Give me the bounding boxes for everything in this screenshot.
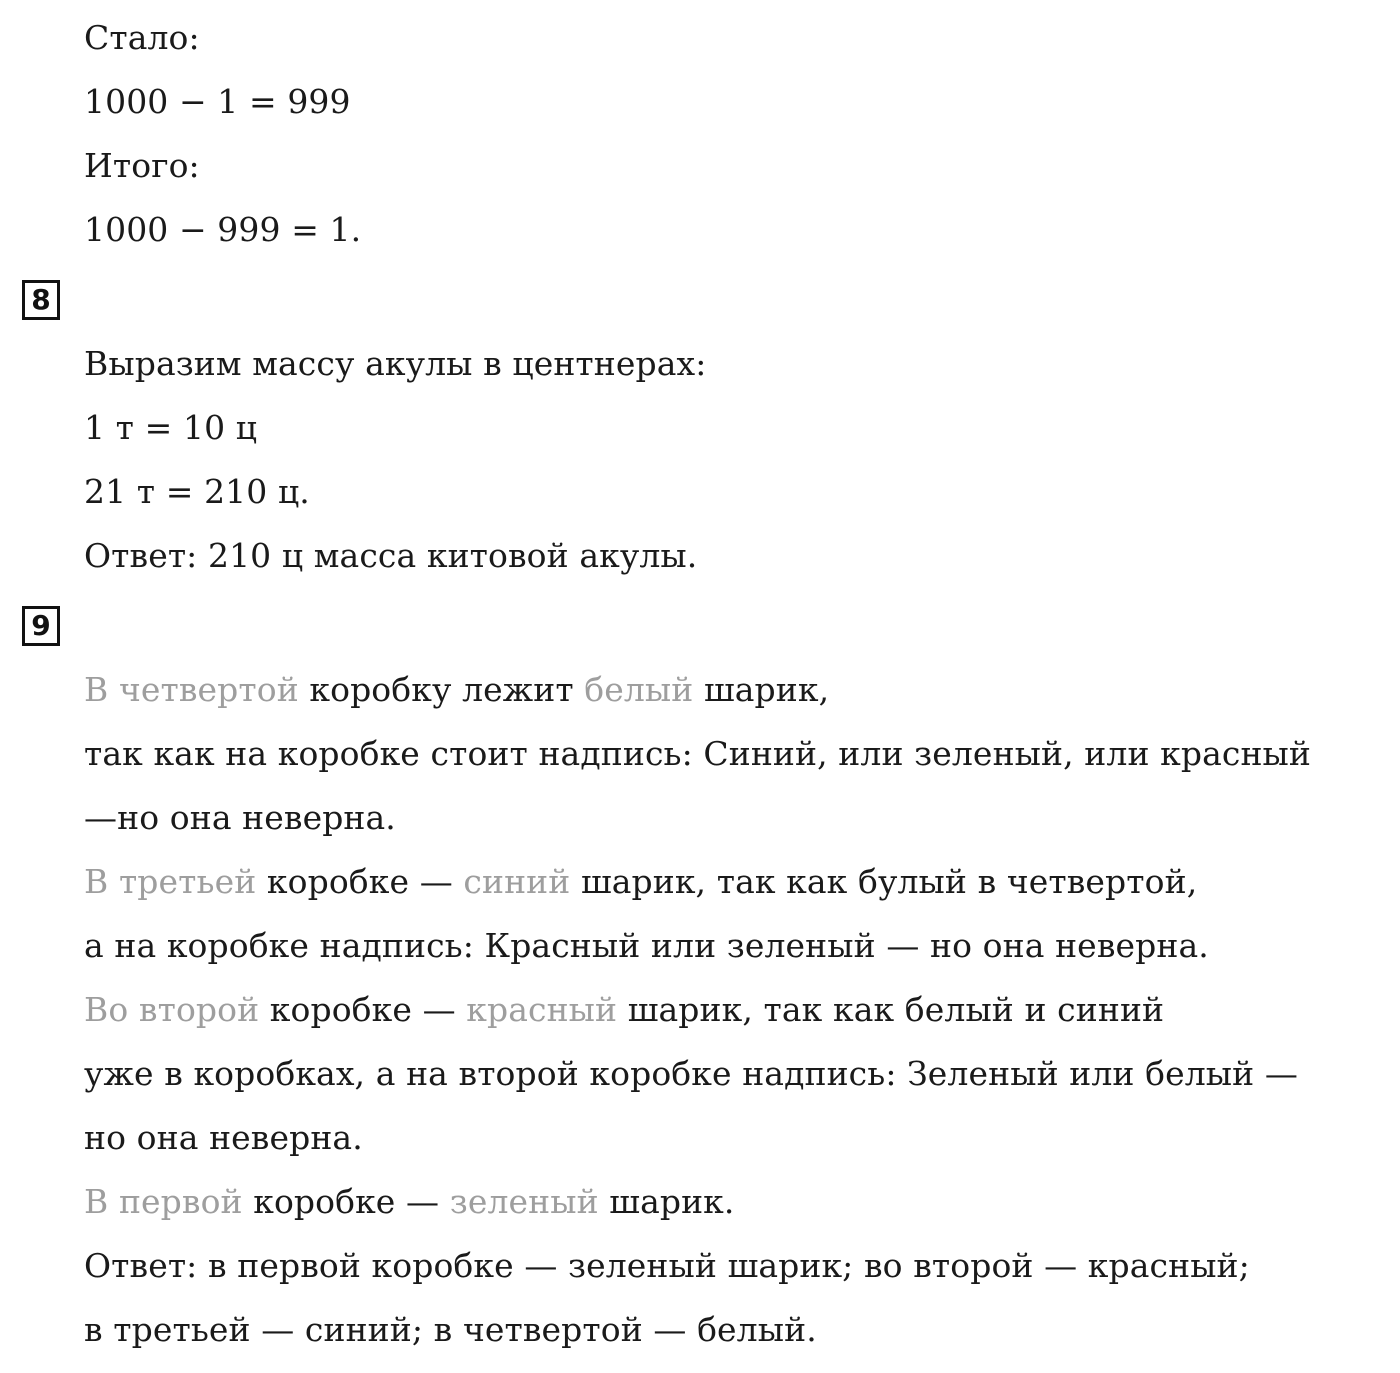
calc-line-1: 1000 − 1 = 999 bbox=[84, 82, 351, 121]
task8-line-3: 21 т = 210 ц. bbox=[84, 472, 310, 511]
task8-line-1: Выразим массу акулы в центнерах: bbox=[84, 344, 707, 383]
highlight-box-third: В третьей bbox=[84, 862, 257, 901]
text-segment: коробке — bbox=[259, 990, 467, 1029]
highlight-box-second: Во второй bbox=[84, 990, 260, 1029]
highlight-box-fourth: В четвертой bbox=[84, 670, 299, 709]
task9-answer-line-2: в третьей — синий; в четвертой — белый. bbox=[84, 1310, 817, 1349]
task9-line-8: но она неверна. bbox=[84, 1118, 363, 1157]
text-segment: коробке — bbox=[242, 1182, 450, 1221]
task8-answer: Ответ: 210 ц масса китовой акулы. bbox=[84, 536, 698, 575]
highlight-color-white: белый bbox=[584, 670, 694, 709]
task8-line-2: 1 т = 10 ц bbox=[84, 408, 258, 447]
task9-line-3: —но она неверна. bbox=[84, 798, 396, 837]
text-segment: коробку лежит bbox=[298, 670, 585, 709]
calc-line-2: 1000 − 999 = 1. bbox=[84, 210, 362, 249]
highlight-color-blue: синий bbox=[463, 862, 571, 901]
task9-line-5: а на коробке надпись: Красный или зеленый — но она неверна. bbox=[84, 926, 1209, 965]
total-label: Итого: bbox=[84, 146, 200, 185]
task-number-9: 9 bbox=[22, 606, 60, 646]
task9-line-4 bbox=[84, 862, 1197, 902]
task9-line-7: уже в коробках, а на второй коробке надпись: Зеленый или белый — bbox=[84, 1054, 1298, 1093]
highlight-box-first: В первой bbox=[84, 1182, 243, 1221]
task9-line-9 bbox=[84, 1182, 734, 1222]
task-number-8: 8 bbox=[22, 280, 60, 320]
highlight-color-green: зеленый bbox=[449, 1182, 599, 1221]
task9-line-6 bbox=[84, 990, 1164, 1030]
task9-line-2: так как на коробке стоит надпись: Синий, или зеленый, или красный bbox=[84, 734, 1311, 773]
text-segment: шарик, так как белый и синий bbox=[617, 990, 1165, 1029]
highlight-color-red: красный bbox=[466, 990, 618, 1029]
text-segment: шарик, так как булый в четвертой, bbox=[570, 862, 1198, 901]
text-segment: шарик. bbox=[598, 1182, 735, 1221]
became-label: Стало: bbox=[84, 18, 200, 57]
task9-answer-line-1: Ответ: в первой коробке — зеленый шарик; во второй — красный; bbox=[84, 1246, 1250, 1285]
task9-line-1 bbox=[84, 670, 829, 710]
text-segment: коробке — bbox=[256, 862, 464, 901]
text-segment: шарик, bbox=[693, 670, 830, 709]
